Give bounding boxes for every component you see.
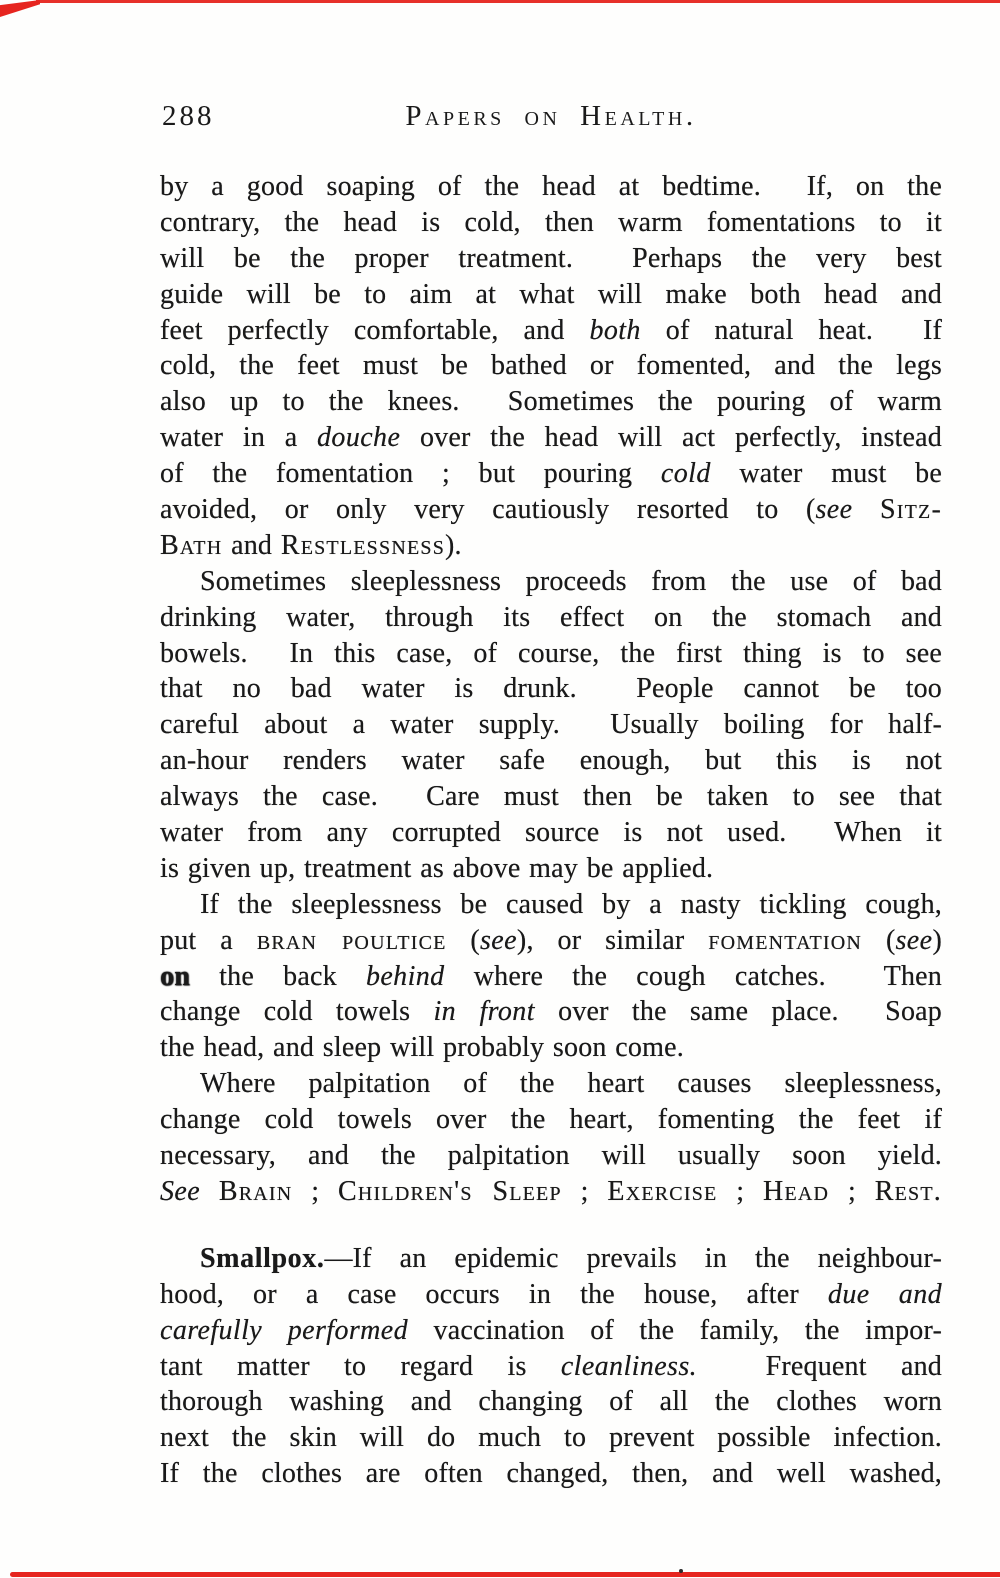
text-run: Where palpitation of the heart causes sleeplessness, xyxy=(200,1068,942,1100)
text-run: change cold towels over the heart, fomenting the feet if xyxy=(160,1104,942,1136)
text-run: ). xyxy=(445,529,462,561)
text-run: see xyxy=(479,924,517,956)
text-run: cold, the feet must be bathed or fomented, and the legs xyxy=(160,350,942,382)
text-run: ; xyxy=(561,1175,608,1207)
text-line xyxy=(160,994,942,1030)
text-run: vaccination of the family, the impor- xyxy=(408,1314,942,1346)
page-text xyxy=(160,169,942,1492)
text-run: ; xyxy=(292,1175,339,1207)
text-line xyxy=(160,1138,942,1174)
text-run: Children's Sleep xyxy=(338,1175,562,1207)
text-run: carefully performed xyxy=(160,1314,409,1346)
text-line xyxy=(160,456,942,492)
text-line xyxy=(160,564,942,600)
page-number: 288 xyxy=(162,100,215,132)
paragraph xyxy=(160,169,942,564)
text-run: in front xyxy=(433,996,535,1028)
text-line xyxy=(160,348,942,384)
text-line xyxy=(160,241,942,277)
text-run: cold xyxy=(660,458,711,490)
text-run: both xyxy=(589,314,641,346)
text-line xyxy=(160,959,942,995)
paragraph xyxy=(160,1066,942,1210)
paragraph xyxy=(160,1241,942,1492)
text-line xyxy=(160,1420,942,1456)
text-run: due and xyxy=(827,1278,943,1310)
text-run: will be the proper treatment. Perhaps the very best xyxy=(160,242,942,274)
text-run: water from any corrupted source is not used. When it xyxy=(160,817,942,849)
running-header xyxy=(160,98,942,138)
text-run: Brain xyxy=(218,1175,293,1207)
text-run: —If an epidemic prevails in the neighbour- xyxy=(324,1242,942,1274)
text-line xyxy=(160,600,942,636)
text-line xyxy=(160,1066,942,1102)
text-run: drinking water, through its effect on the stomach and xyxy=(160,601,942,633)
text-run: Sometimes sleeplessness proceeds from the use of bad xyxy=(200,565,942,597)
paragraph xyxy=(160,887,942,1066)
text-run: next the skin will do much to prevent possible infection. xyxy=(160,1422,942,1454)
text-line xyxy=(160,528,942,564)
text-run: Rest. xyxy=(874,1175,942,1207)
text-line xyxy=(160,1241,942,1277)
text-run: always the case. Care must then be taken to see that xyxy=(160,781,942,813)
text-line xyxy=(160,887,942,923)
text-line xyxy=(160,1102,942,1138)
text-run: See xyxy=(160,1175,201,1207)
text-line xyxy=(160,205,942,241)
text-line xyxy=(160,313,942,349)
text-run: If the clothes are often changed, then, and well washed, xyxy=(160,1458,942,1490)
text-line xyxy=(160,815,942,851)
text-line xyxy=(160,1030,942,1066)
text-run: feet perfectly comfortable, and xyxy=(160,314,590,346)
text-line xyxy=(160,1349,942,1385)
text-line xyxy=(160,420,942,456)
text-run: that no bad water is drunk. People cannot be too xyxy=(160,673,942,705)
text-run: also up to the knees. Sometimes the pouring of warm xyxy=(160,386,942,418)
text-run: douche xyxy=(317,422,401,454)
text-run: contrary, the head is cold, then warm fomentations to it xyxy=(160,206,942,238)
text-run: ( xyxy=(446,924,480,956)
text-run: and xyxy=(222,529,281,561)
text-line xyxy=(160,1277,942,1313)
text-line xyxy=(160,743,942,779)
text-run: behind xyxy=(365,960,445,992)
text-run: the head, and sleep will probably soon come. xyxy=(160,1032,684,1064)
text-run: the back xyxy=(189,960,366,992)
text-line xyxy=(160,384,942,420)
text-run: necessary, and the palpitation will usually soon yield. xyxy=(160,1140,942,1172)
text-run: water in a xyxy=(160,422,318,454)
text-run: Restlessness xyxy=(280,529,446,561)
text-run: where the cough catches. Then xyxy=(444,960,943,992)
text-run xyxy=(852,494,880,525)
text-run: see xyxy=(815,494,853,526)
text-run: bowels. In this case, of course, the first thing is to see xyxy=(160,637,942,669)
text-run: over the same place. Soap xyxy=(534,996,942,1028)
text-run: hood, or a case occurs in the house, after xyxy=(160,1278,828,1310)
text-line xyxy=(160,492,942,528)
text-run: avoided, or only very cautiously resorted to ( xyxy=(160,494,816,526)
text-run: put a xyxy=(160,924,257,956)
text-run: Bath xyxy=(160,529,223,561)
text-run: ), or similar xyxy=(516,924,709,956)
text-run: ; xyxy=(717,1175,764,1207)
ink-speck xyxy=(679,1569,683,1573)
scan-artifact-top-edge-line xyxy=(36,0,1000,3)
paragraph xyxy=(160,564,942,887)
text-run: guide will be to aim at what will make both head and xyxy=(160,278,942,310)
text-run: change cold towels xyxy=(160,996,434,1028)
running-title: Papers on Health. xyxy=(405,100,697,132)
text-run: ) xyxy=(932,924,942,956)
text-run: is given up, treatment as above may be applied. xyxy=(160,852,714,884)
text-run: cleanliness. xyxy=(560,1350,698,1382)
scan-artifact-top-left-wedge xyxy=(0,0,40,17)
text-line xyxy=(160,169,942,205)
text-run: of natural heat. If xyxy=(640,314,943,346)
entry-word: Smallpox. xyxy=(200,1242,325,1274)
text-run: Exercise xyxy=(607,1175,718,1207)
text-run: of the fomentation ; but pouring xyxy=(160,458,661,490)
text-run: by a good soaping of the head at bedtime. If, on the xyxy=(160,171,942,202)
text-run: see xyxy=(895,924,933,956)
text-line xyxy=(160,1384,942,1420)
text-run: careful about a water supply. Usually boiling for half- xyxy=(160,709,942,741)
text-run xyxy=(200,1176,219,1207)
scan-artifact-bottom-edge-line xyxy=(10,1572,1000,1577)
text-line xyxy=(160,1313,942,1349)
text-run: on xyxy=(160,960,190,992)
text-run: Head xyxy=(763,1175,830,1207)
text-run: tant matter to regard is xyxy=(160,1350,561,1382)
text-run: fomentation xyxy=(708,924,863,956)
text-run: an-hour renders water safe enough, but this is not xyxy=(160,745,942,777)
text-run: Sitz- xyxy=(879,494,942,526)
text-run: If the sleeplessness be caused by a nasty tickling cough, xyxy=(200,888,942,920)
text-line xyxy=(160,923,942,959)
text-run: Frequent and xyxy=(697,1350,942,1382)
text-run: ( xyxy=(862,924,896,956)
text-line xyxy=(160,1456,942,1492)
text-run: ; xyxy=(829,1175,875,1207)
text-line xyxy=(160,636,942,672)
text-run: water must be xyxy=(710,458,942,490)
text-line xyxy=(160,1174,942,1210)
text-run: bran poultice xyxy=(256,924,447,956)
text-line xyxy=(160,779,942,815)
text-run: thorough washing and changing of all the clothes worn xyxy=(160,1386,942,1418)
text-run: over the head will act perfectly, instead xyxy=(400,422,942,454)
text-line xyxy=(160,277,942,313)
text-line xyxy=(160,671,942,707)
text-line xyxy=(160,707,942,743)
text-line xyxy=(160,851,942,887)
